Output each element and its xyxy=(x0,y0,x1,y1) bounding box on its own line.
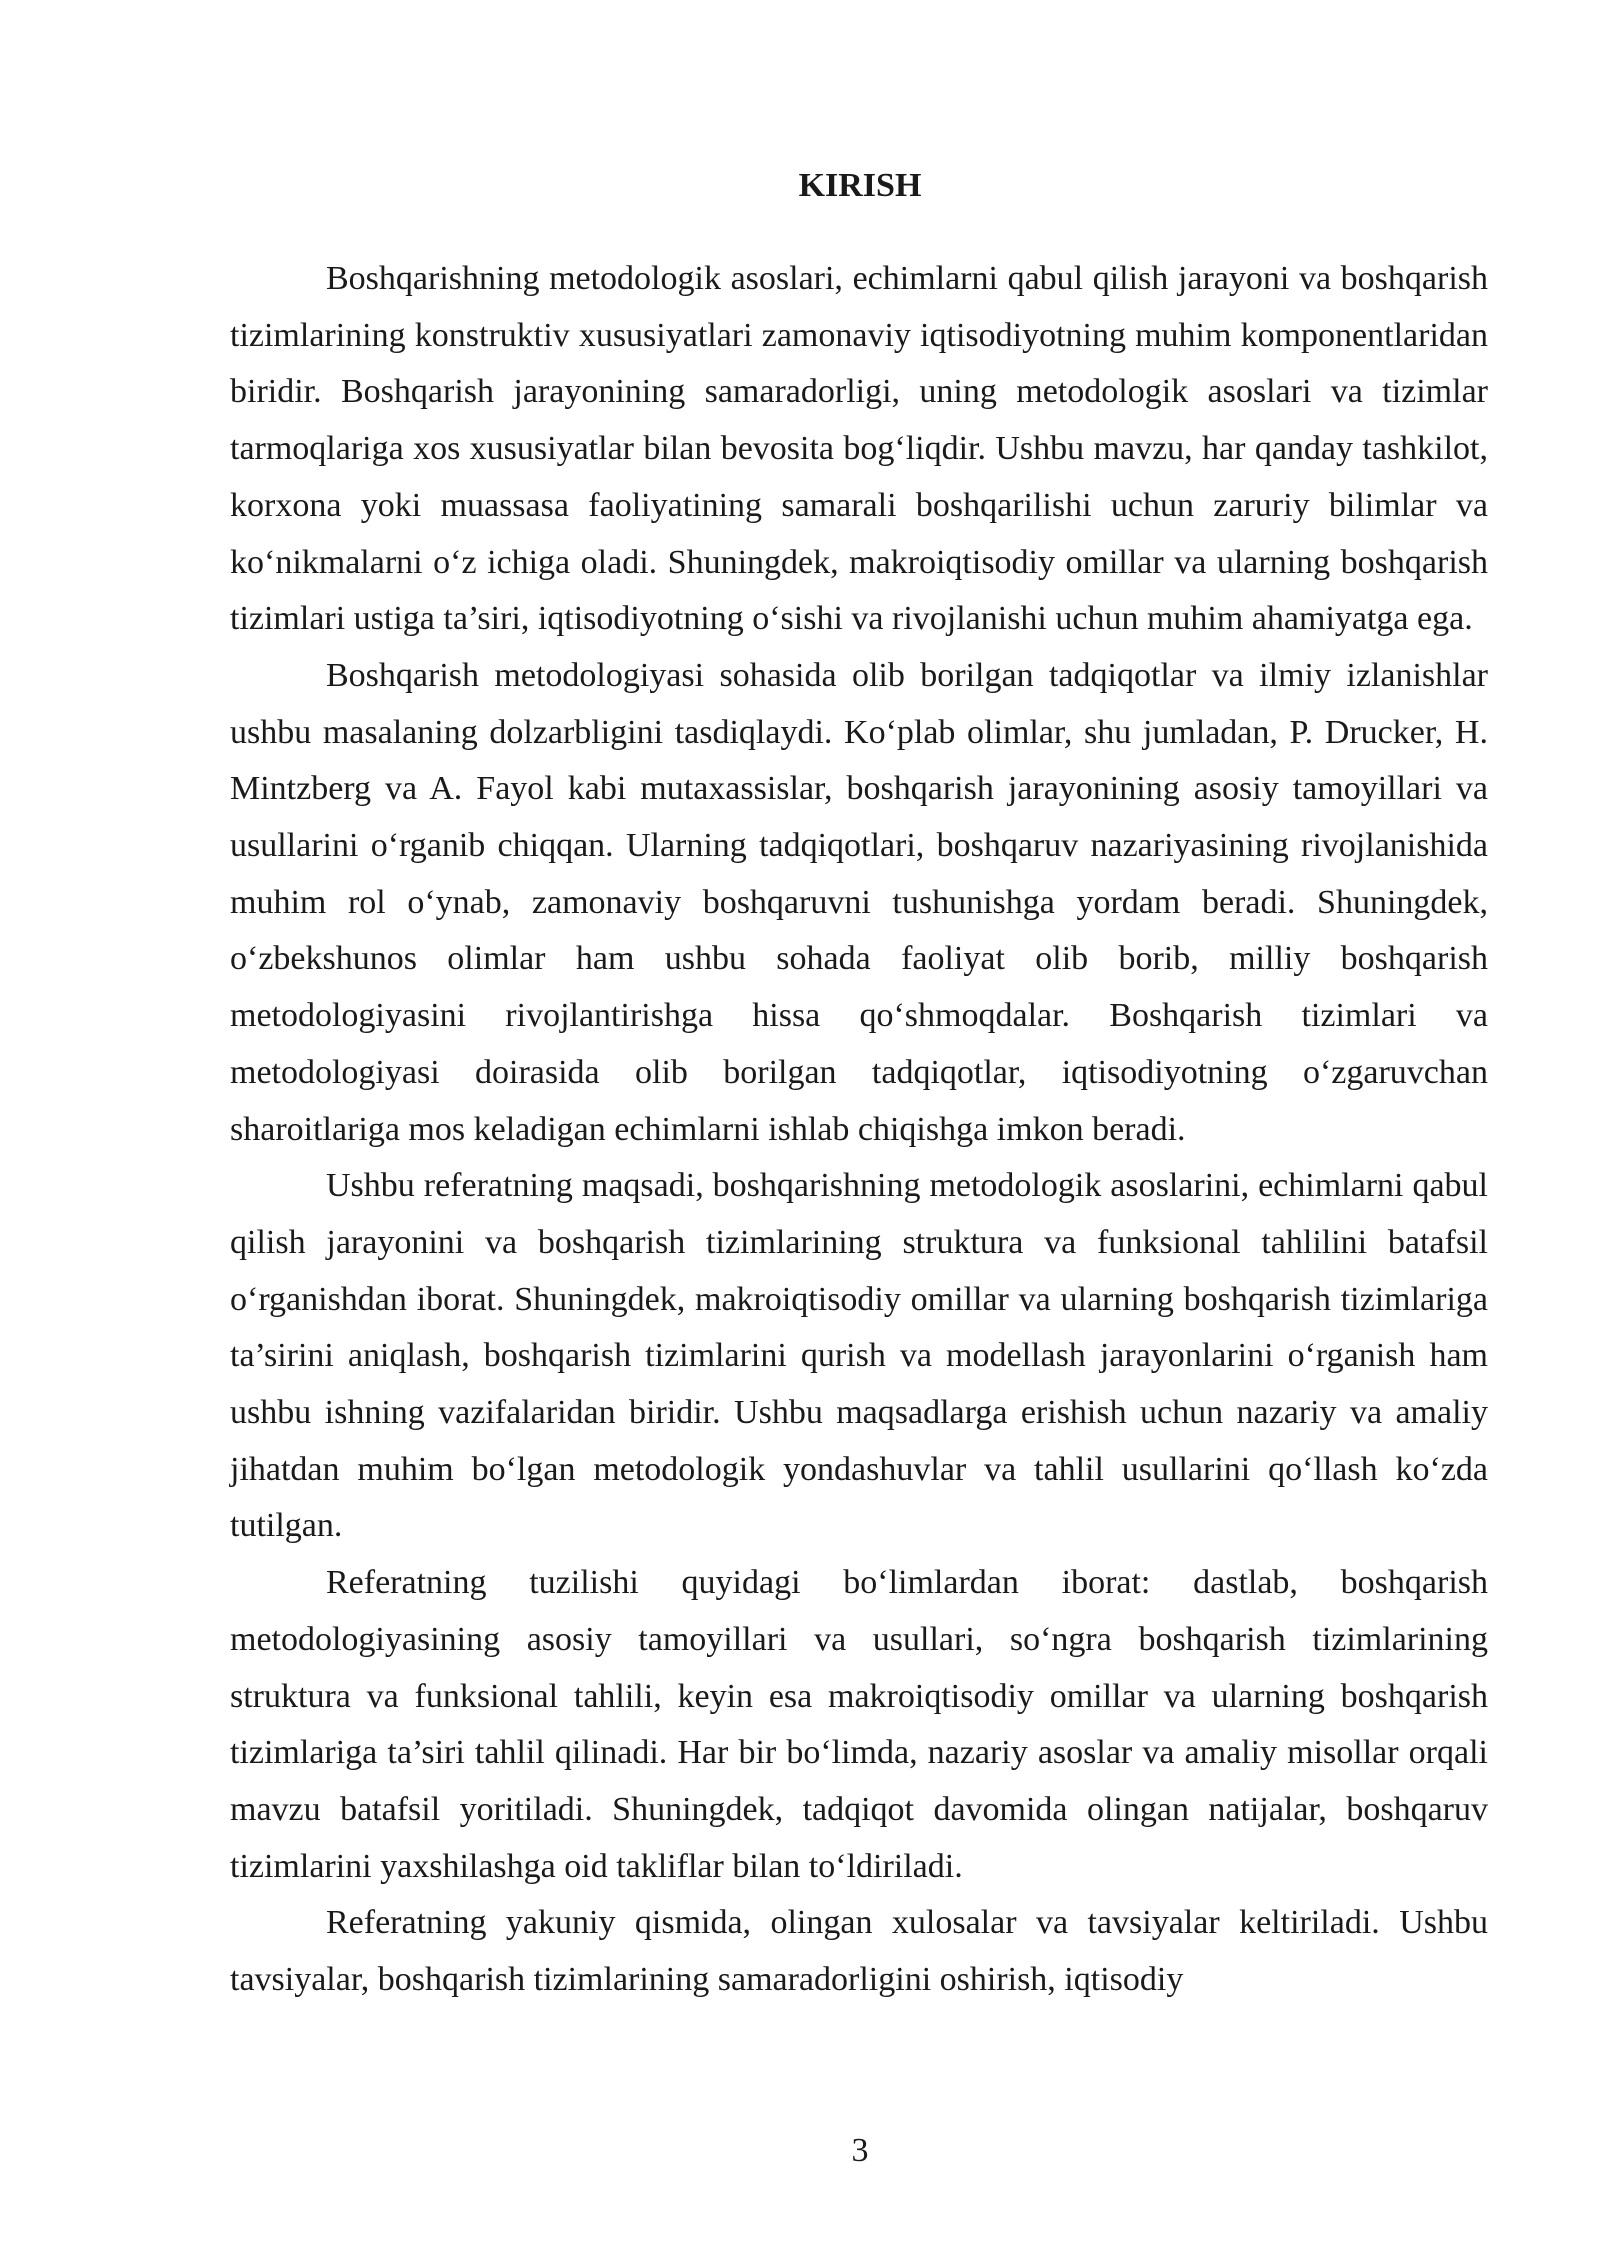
document-body xyxy=(230,251,1488,2009)
paragraph-4: Referatning tuzilishi quyidagi bo‘limlardan iborat: dastlab, boshqarish metodologiyasining asosiy tamoyillari va usullari, so‘ngra boshqarish tizimlarining struktura va funksional tahlili, keyin esa makroiqtisodiy omillar va ularning boshqarish tizimlariga ta’siri tahlil qilinadi. Har bir bo‘limda, nazariy asoslar va amaliy misollar orqali mavzu batafsil yoritiladi. Shuningdek, tadqiqot davomida olingan natijalar, boshqaruv tizimlarini yaxshilashga oid takliflar bilan to‘ldiriladi. xyxy=(230,1564,1488,1885)
paragraph-3: Ushbu referatning maqsadi, boshqarishning metodologik asoslarini, echimlarni qabul qilish jarayonini va boshqarish tizimlarining struktura va funksional tahlilini batafsil o‘rganishdan iborat. Shuningdek, makroiqtisodiy omillar va ularning boshqarish tizimlariga ta’sirini aniqlash, boshqarish tizimlarini qurish va modellash jarayonlarini o‘rganish ham ushbu ishning vazifalaridan biridir. Ushbu maqsadlarga erishish uchun nazariy va amaliy jihatdan muhim bo‘lgan metodologik yondashuvlar va tahlil usullarini qo‘llash ko‘zda tutilgan. xyxy=(230,1167,1488,1545)
paragraph-1: Boshqarishning metodologik asoslari, echimlarni qabul qilish jarayoni va boshqarish tizimlarining konstruktiv xususiyatlari zamonaviy iqtisodiyotning muhim komponentlaridan biridir. Boshqarish jarayonining samaradorligi, uning metodologik asoslari va tizimlar tarmoqlariga xos xususiyatlar bilan bevosita bog‘liqdir. Ushbu mavzu, har qanday tashkilot, korxona yoki muassasa faoliyatining samarali boshqarilishi uchun zaruriy bilimlar va ko‘nikmalarni o‘z ichiga oladi. Shuningdek, makroiqtisodiy omillar va ularning boshqarish tizimlari ustiga ta’siri, iqtisodiyotning o‘sishi va rivojlanishi uchun muhim ahamiyatga ega. xyxy=(230,260,1488,638)
paragraph-5: Referatning yakuniy qismida, olingan xulosalar va tavsiyalar keltiriladi. Ushbu tavsiyalar, boshqarish tizimlarining samaradorligini oshirish, iqtisodiy xyxy=(230,1904,1488,1999)
page-number: 3 xyxy=(851,2132,869,2169)
page-title: KIRISH xyxy=(798,167,922,204)
paragraph-2: Boshqarish metodologiyasi sohasida olib borilgan tadqiqotlar va ilmiy izlanishlar ushbu masalaning dolzarbligini tasdiqlaydi. Ko‘plab olimlar, shu jumladan, P. Drucker, H. Mintzberg va A. Fayol kabi mutaxassislar, boshqarish jarayonining asosiy tamoyillari va usullarini o‘rganib chiqqan. Ularning tadqiqotlari, boshqaruv nazariyasining rivojlanishida muhim rol o‘ynab, zamonaviy boshqaruvni tushunishga yordam beradi. Shuningdek, o‘zbekshunos olimlar ham ushbu sohada faoliyat olib borib, milliy boshqarish metodologiyasini rivojlantirishga hissa qo‘shmoqdalar. Boshqarish tizimlari va metodologiyasi doirasida olib borilgan tadqiqotlar, iqtisodiyotning o‘zgaruvchan sharoitlariga mos keladigan echimlarni ishlab chiqishga imkon beradi. xyxy=(230,656,1488,1148)
